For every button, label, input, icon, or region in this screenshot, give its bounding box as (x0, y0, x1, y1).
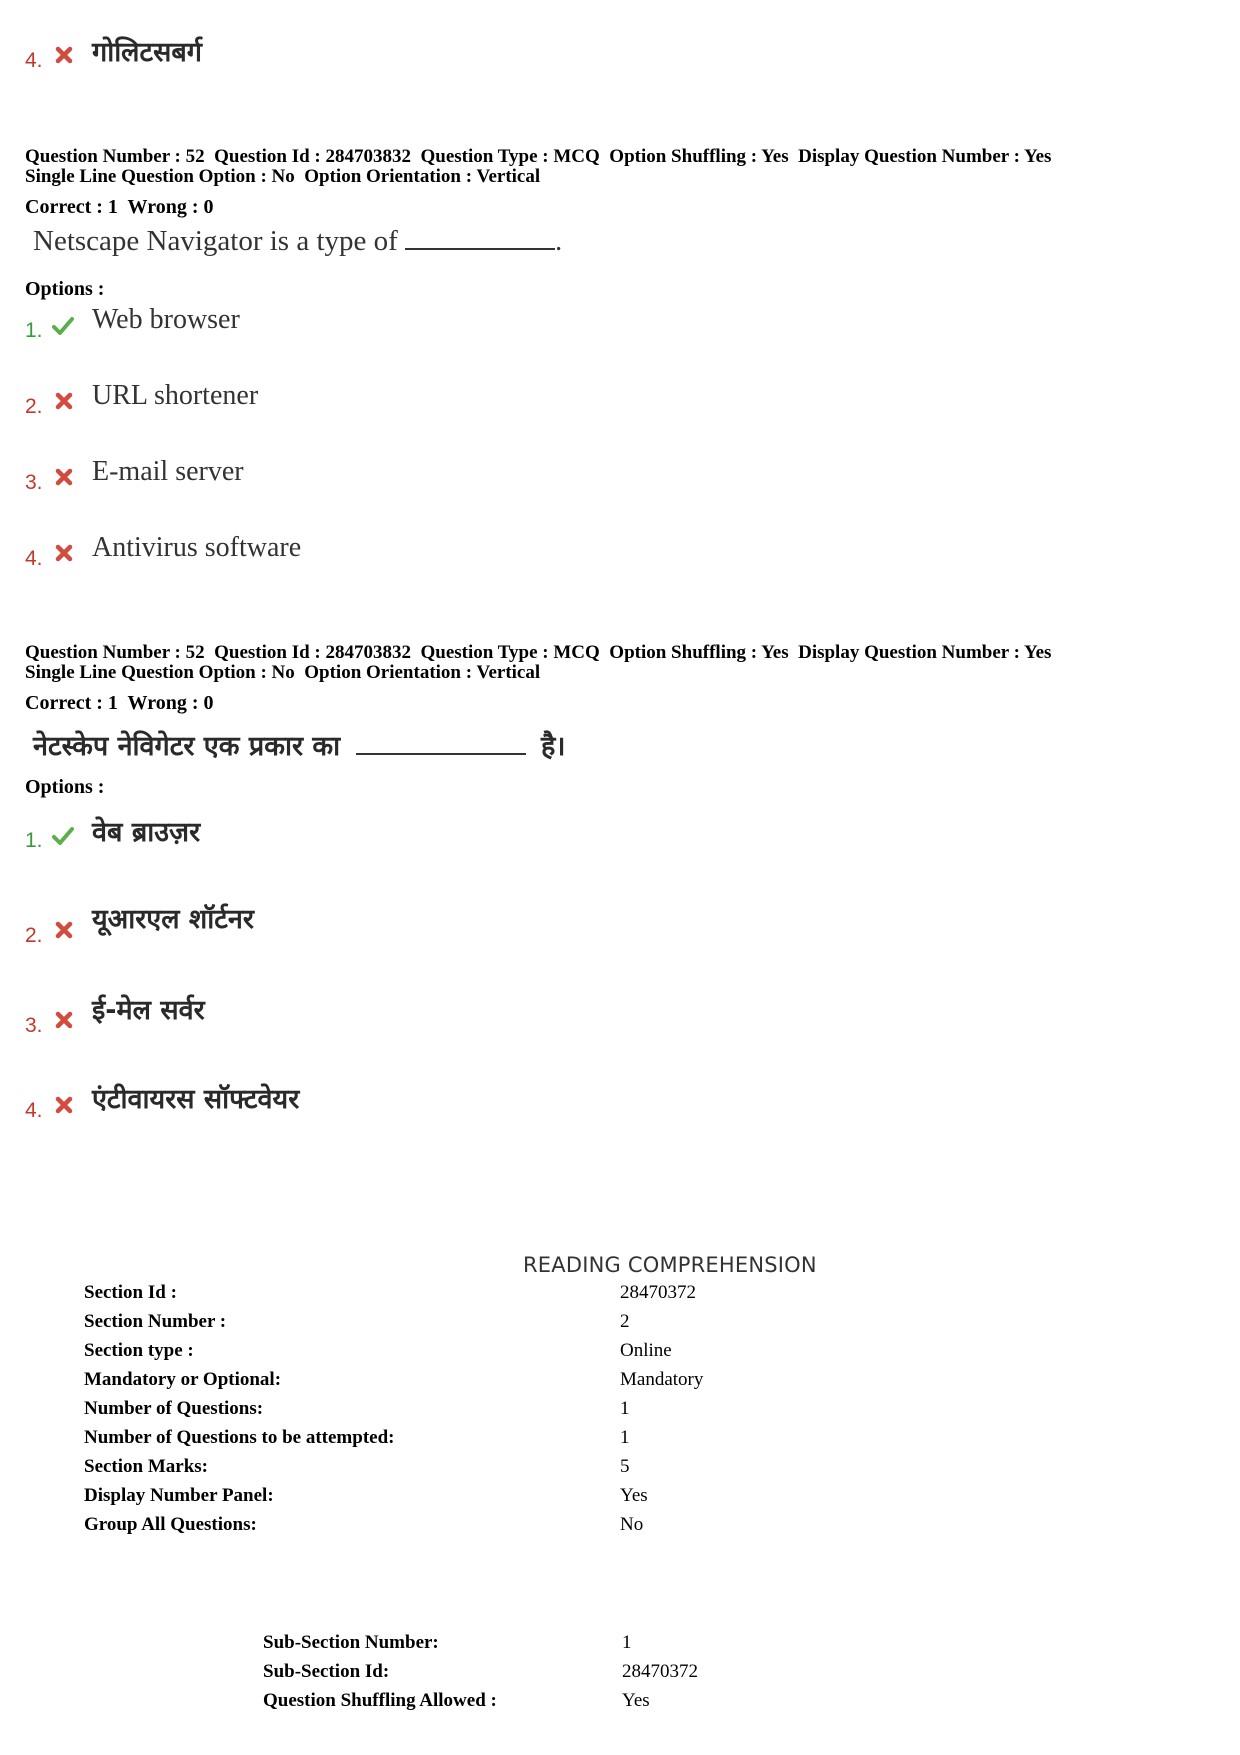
info-value: Mandatory (620, 1369, 704, 1390)
info-value: Yes (622, 1690, 650, 1711)
info-label: Number of Questions: (84, 1398, 264, 1419)
info-label: Display Number Panel: (84, 1485, 274, 1506)
checkmark-icon (52, 825, 74, 847)
option-text: वेब ब्राउज़र (92, 817, 201, 848)
question-meta-line-1: Question Number : 52 Question Id : 284703832 Question Type : MCQ Option Shuffling : Yes Display Question Number : Yes (25, 642, 1052, 663)
section-title: READING COMPREHENSION (523, 1253, 817, 1277)
cross-icon (53, 1094, 75, 1116)
question-text (33, 726, 566, 763)
options-label: Options : (25, 278, 105, 300)
option-number: 2. (25, 395, 43, 418)
info-value: Online (620, 1340, 672, 1361)
info-label: Sub-Section Id: (263, 1661, 390, 1682)
option-text: गोलिटसबर्ग (92, 37, 202, 68)
info-value: 1 (622, 1632, 632, 1653)
question-meta-line-2: Single Line Question Option : No Option Orientation : Vertical (25, 662, 541, 683)
option-number: 3. (25, 1014, 43, 1037)
info-label: Section type : (84, 1340, 194, 1361)
info-value: 1 (620, 1427, 630, 1448)
cross-icon (53, 919, 75, 941)
option-number: 2. (25, 924, 43, 947)
info-value: 1 (620, 1398, 630, 1419)
option-text: यूआरएल शॉर्टनर (92, 904, 254, 935)
option-text: Web browser (92, 304, 240, 335)
correct-wrong-marks: Correct : 1 Wrong : 0 (25, 196, 214, 218)
checkmark-icon (52, 315, 74, 337)
info-label: Section Number : (84, 1311, 227, 1332)
correct-wrong-marks: Correct : 1 Wrong : 0 (25, 692, 214, 714)
info-label: Sub-Section Number: (263, 1632, 439, 1653)
answer-blank (405, 248, 555, 250)
option-text: URL shortener (92, 380, 259, 411)
info-label: Group All Questions: (84, 1514, 257, 1535)
option-number: 3. (25, 471, 43, 494)
cross-icon (53, 44, 75, 66)
info-label: Section Id : (84, 1282, 177, 1303)
option-text: ई-मेल सर्वर (92, 995, 205, 1026)
info-label: Question Shuffling Allowed : (263, 1690, 497, 1711)
info-value: Yes (620, 1485, 648, 1506)
info-value: No (620, 1514, 644, 1535)
option-text: E-mail server (92, 456, 244, 487)
info-value: 28470372 (620, 1282, 696, 1303)
question-text-after-blank: है। (531, 731, 566, 762)
question-meta-line-1: Question Number : 52 Question Id : 284703832 Question Type : MCQ Option Shuffling : Yes Display Question Number : Yes (25, 146, 1052, 167)
cross-icon (53, 466, 75, 488)
cross-icon (53, 1009, 75, 1031)
info-label: Number of Questions to be attempted: (84, 1427, 395, 1448)
question-meta-line-2: Single Line Question Option : No Option Orientation : Vertical (25, 166, 541, 187)
question-text-before-blank: Netscape Navigator is a type of (33, 225, 406, 257)
question-text-after-blank: . (555, 225, 563, 257)
answer-blank (356, 753, 526, 755)
option-number: 4. (25, 49, 43, 72)
cross-icon (53, 542, 75, 564)
option-text: Antivirus software (92, 532, 302, 563)
info-value: 28470372 (622, 1661, 698, 1682)
options-label: Options : (25, 776, 105, 798)
option-text: एंटीवायरस सॉफ्टवेयर (92, 1084, 300, 1115)
info-label: Mandatory or Optional: (84, 1369, 282, 1390)
option-number: 1. (25, 829, 43, 852)
info-value: 5 (620, 1456, 630, 1477)
question-text-before-blank: नेटस्केप नेविगेटर एक प्रकार का (33, 731, 350, 762)
cross-icon (53, 390, 75, 412)
option-number: 4. (25, 547, 43, 570)
question-text (33, 225, 562, 258)
info-label: Section Marks: (84, 1456, 209, 1477)
option-number: 4. (25, 1099, 43, 1122)
info-value: 2 (620, 1311, 630, 1332)
option-number: 1. (25, 319, 43, 342)
